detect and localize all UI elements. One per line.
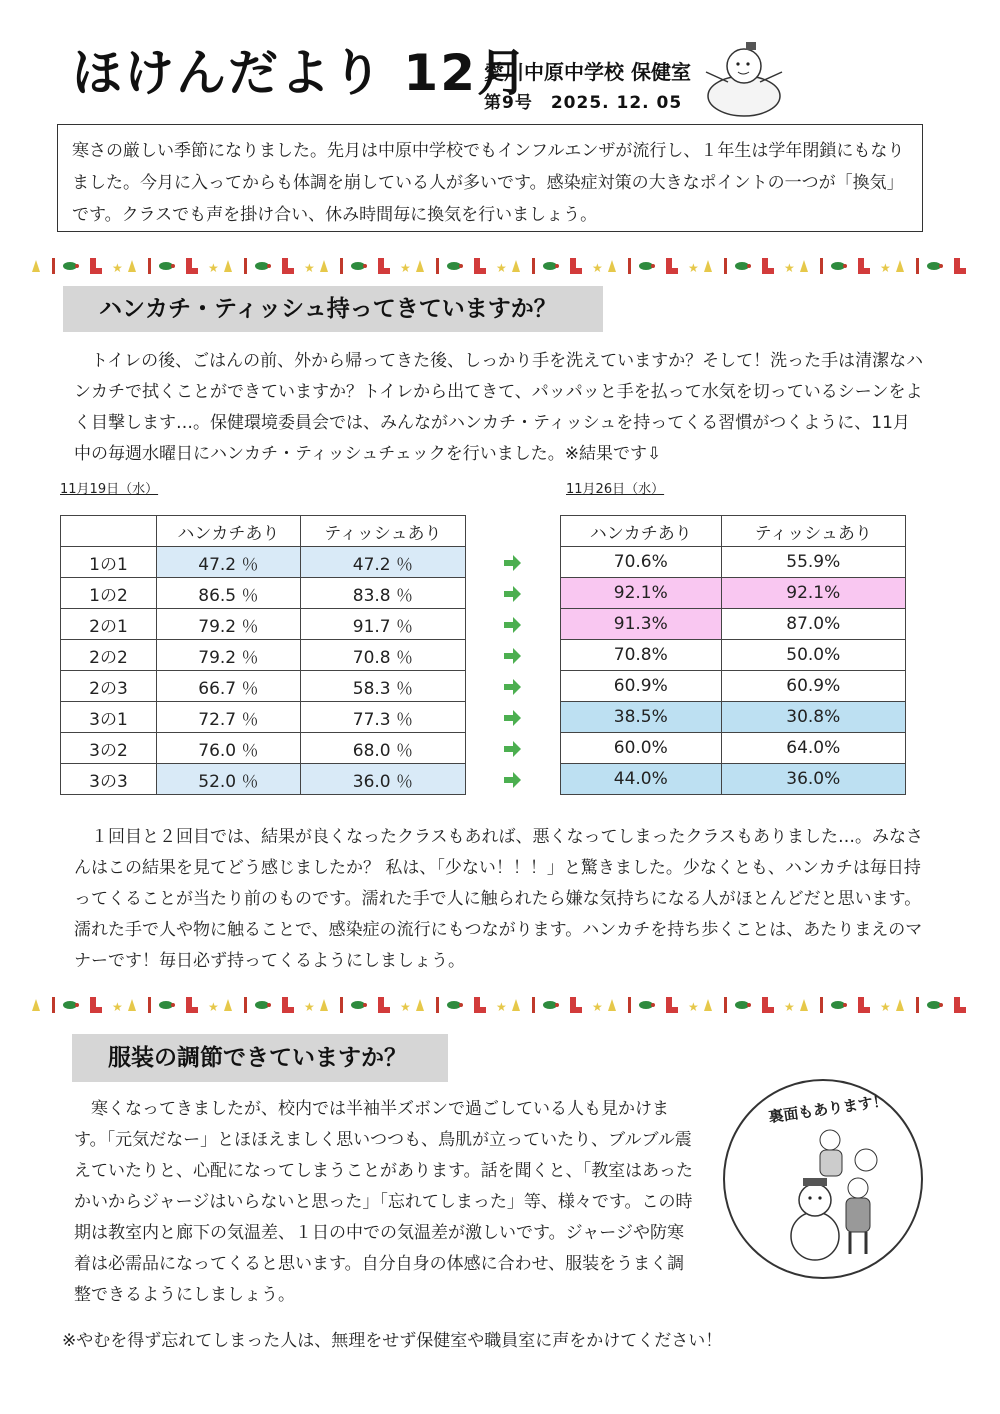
table-row bbox=[561, 764, 906, 795]
handkerchief-cell: 79.2 ％ bbox=[157, 640, 301, 671]
tissue-cell: 64.0% bbox=[721, 733, 905, 764]
class-cell: 1の1 bbox=[61, 547, 157, 578]
issue-info: 第9号 2025. 12. 05 bbox=[484, 93, 683, 113]
table-row bbox=[561, 733, 906, 764]
table-row bbox=[561, 640, 906, 671]
tissue-cell: 87.0% bbox=[721, 609, 905, 640]
school-name: 愛川中原中学校 保健室 bbox=[484, 60, 691, 84]
handkerchief-cell: 79.2 ％ bbox=[157, 609, 301, 640]
table-header-tissue: ティッシュあり bbox=[721, 516, 905, 547]
arrow-right-icon bbox=[500, 610, 524, 640]
tissue-cell: 77.3 ％ bbox=[300, 702, 465, 733]
table-header-class bbox=[61, 516, 157, 547]
handkerchief-cell: 91.3% bbox=[561, 609, 722, 640]
table-row bbox=[61, 764, 466, 795]
table-row bbox=[61, 578, 466, 609]
table-row bbox=[61, 547, 466, 578]
class-cell: 3の2 bbox=[61, 733, 157, 764]
handkerchief-cell: 70.6% bbox=[561, 547, 722, 578]
table-row bbox=[61, 609, 466, 640]
table-header-tissue: ティッシュあり bbox=[300, 516, 465, 547]
table-row bbox=[61, 733, 466, 764]
handkerchief-cell: 72.7 ％ bbox=[157, 702, 301, 733]
class-cell: 3の3 bbox=[61, 764, 157, 795]
section-heading-handkerchief: ハンカチ・ティッシュ持ってきていますか？ bbox=[63, 286, 603, 332]
tissue-cell: 47.2 ％ bbox=[300, 547, 465, 578]
handkerchief-cell: 38.5% bbox=[561, 702, 722, 733]
handkerchief-cell: 60.9% bbox=[561, 671, 722, 702]
section1-body: トイレの後、ごはんの前、外から帰ってきた後、しっかり手を洗えていますか？そして！洗った手は清潔なハンカチで拭くことができていますか？トイレから出てきて、パッパッと手を払って水気を切っているシーンをよく目撃します…。保健環境委員会では、みんながハンカチ・ティッシュを持ってくる習慣がつくように、11月中の毎週水曜日にハンカチ・ティッシュチェックを行いました。※結果です⇩ bbox=[74, 351, 924, 464]
holiday-divider bbox=[30, 254, 970, 278]
table-row bbox=[561, 702, 906, 733]
table-row bbox=[561, 547, 906, 578]
table-header-handkerchief: ハンカチあり bbox=[157, 516, 301, 547]
tissue-cell: 60.9% bbox=[721, 671, 905, 702]
tissue-cell: 30.8% bbox=[721, 702, 905, 733]
table-row bbox=[61, 702, 466, 733]
handkerchief-cell: 44.0% bbox=[561, 764, 722, 795]
tissue-cell: 92.1% bbox=[721, 578, 905, 609]
handkerchief-cell: 92.1% bbox=[561, 578, 722, 609]
tissue-cell: 36.0 ％ bbox=[300, 764, 465, 795]
date-second-check: 11月26日（水） bbox=[566, 482, 665, 497]
date-first-check: 11月19日（水） bbox=[60, 482, 159, 497]
class-cell: 2の1 bbox=[61, 609, 157, 640]
note-forgot-clothing: ※やむを得ず忘れてしまった人は、無理をせず保健室や職員室に声をかけてください！ bbox=[62, 1331, 723, 1351]
tissue-cell: 83.8 ％ bbox=[300, 578, 465, 609]
svg-text:★: ★ bbox=[112, 261, 123, 275]
table-row bbox=[561, 609, 906, 640]
back-page-label: 裏面もあります！ bbox=[767, 1091, 889, 1127]
intro-box: 寒さの厳しい季節になりました。先月は中原中学校でもインフルエンザが流行し、１年生は学年閉鎖にもなりました。今月に入ってからも体調を崩している人が多いです。感染症対策の大きなポイントの一つが「換気」です。クラスでも声を掛け合い、休み時間毎に換気を行いましょう。 bbox=[57, 124, 923, 232]
table-row bbox=[61, 671, 466, 702]
tissue-cell: 50.0% bbox=[721, 640, 905, 671]
arrow-right-icon bbox=[500, 548, 524, 578]
class-cell: 2の3 bbox=[61, 671, 157, 702]
section1-after-text: １回目と２回目では、結果が良くなったクラスもあれば、悪くなってしまったクラスもありました…。みなさんはこの結果を見てどう感じましたか？ 私は、「少ない！！！」と驚きました。少なくとも、ハンカチは毎日持ってくることが当たり前のものです。濡れた手で人に触られたら嫌な気持ちになる人がほとんどだと思います。濡れた手で人や物に触ることで、感染症の流行にもつながります。ハンカチを持ち歩くことは、あたりまえのマナーです！毎日必ず持ってくるようにしましょう。 bbox=[74, 827, 923, 971]
kids-snowman-illustration bbox=[770, 1126, 882, 1266]
handkerchief-cell: 70.8% bbox=[561, 640, 722, 671]
handkerchief-cell: 86.5 ％ bbox=[157, 578, 301, 609]
table-row bbox=[561, 671, 906, 702]
arrow-right-icon bbox=[500, 579, 524, 609]
tissue-cell: 70.8 ％ bbox=[300, 640, 465, 671]
snowman-illustration bbox=[698, 30, 790, 118]
handkerchief-cell: 66.7 ％ bbox=[157, 671, 301, 702]
tissue-cell: 58.3 ％ bbox=[300, 671, 465, 702]
tissue-cell: 55.9% bbox=[721, 547, 905, 578]
handkerchief-cell: 60.0% bbox=[561, 733, 722, 764]
class-cell: 1の2 bbox=[61, 578, 157, 609]
tissue-cell: 68.0 ％ bbox=[300, 733, 465, 764]
handkerchief-cell: 52.0 ％ bbox=[157, 764, 301, 795]
table-row bbox=[61, 640, 466, 671]
arrow-right-icon bbox=[500, 703, 524, 733]
arrow-right-icon bbox=[500, 641, 524, 671]
table-row bbox=[561, 578, 906, 609]
tissue-cell: 36.0% bbox=[721, 764, 905, 795]
handkerchief-cell: 47.2 ％ bbox=[157, 547, 301, 578]
handkerchief-cell: 76.0 ％ bbox=[157, 733, 301, 764]
newsletter-title: ほけんだより 12月 bbox=[72, 44, 529, 102]
check-table-first bbox=[60, 515, 466, 795]
arrow-right-icon bbox=[500, 672, 524, 702]
class-cell: 3の1 bbox=[61, 702, 157, 733]
section-heading-clothing: 服装の調節できていますか？ bbox=[72, 1034, 448, 1082]
arrow-right-icon bbox=[500, 734, 524, 764]
arrow-right-icon bbox=[500, 765, 524, 795]
section2-body: 寒くなってきましたが、校内では半袖半ズボンで過ごしている人も見かけます。「元気だなー」とほほえましく思いつつも、鳥肌が立っていたり、ブルブル震えていたりと、心配になってしまうことがあります。話を聞くと、「教室はあったかいからジャージはいらないと思った」「忘れてしまった」等、様々です。この時期は教室内と廊下の気温差、１日の中での気温差が激しいです。ジャージや防寒着は必需品になってくると思います。自分自身の体感に合わせ、服装をうまく調整できるようにしましょう。 bbox=[74, 1099, 693, 1305]
class-cell: 2の2 bbox=[61, 640, 157, 671]
table-header-handkerchief: ハンカチあり bbox=[561, 516, 722, 547]
holiday-divider bbox=[30, 993, 970, 1017]
check-table-second bbox=[560, 515, 906, 795]
tissue-cell: 91.7 ％ bbox=[300, 609, 465, 640]
